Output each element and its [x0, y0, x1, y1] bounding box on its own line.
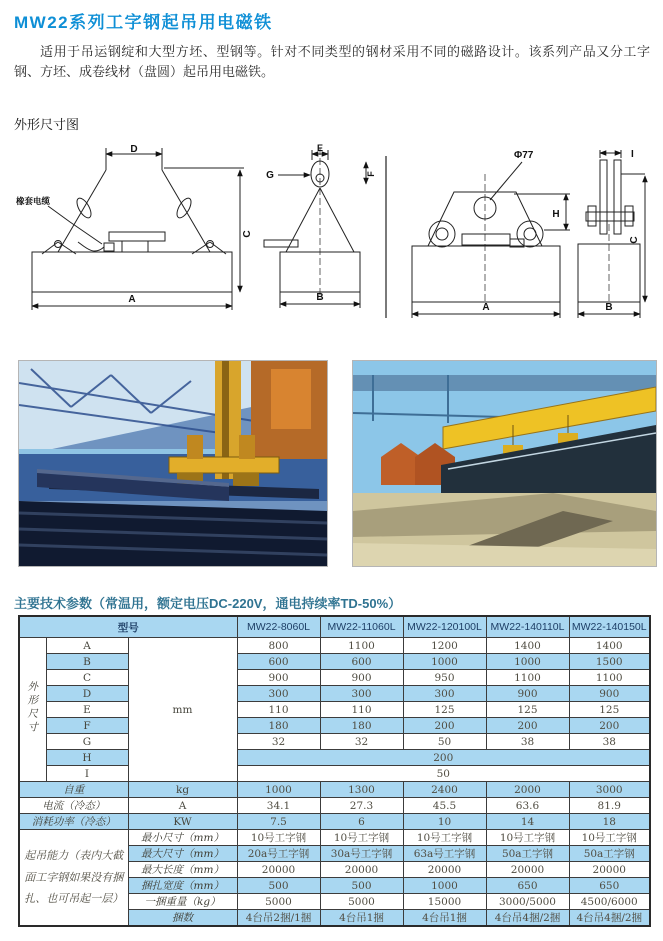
capacity-group-cell: 起吊能力（表内大截面工字钢如果没有捆扎、也可吊起一层） — [19, 830, 128, 927]
model-header: 型号 — [19, 616, 237, 638]
capacity-row-max-size: 最大尺寸（mm） 20a号工字钢 30a号工字钢 63a号工字钢 50a工字钢 50a工字钢 — [19, 846, 650, 862]
capacity-row-bundle-weight: 一捆重量（kg） 5000 5000 15000 3000/5000 4500/6000 — [19, 894, 650, 910]
photo-outdoor-yard — [352, 360, 657, 567]
dim-B2-label: B — [605, 302, 613, 313]
capacity-row-min-size: 起吊能力（表内大截面工字钢如果没有捆扎、也可吊起一层） 最小尺寸（mm） 10号工字钢 10号工字钢 10号工字钢 10号工字钢 10号工字钢 — [19, 830, 650, 846]
page-title: MW22系列工字钢起吊用电磁铁 — [14, 13, 273, 32]
hole-diameter-label: Φ77 — [514, 150, 534, 161]
weight-row: 自重 kg 1000 1300 2400 2000 3000 — [19, 782, 650, 798]
magnet — [233, 473, 259, 486]
dim-G-label: G — [266, 170, 274, 181]
dimension-drawings — [14, 144, 649, 341]
dim-A2-label: A — [482, 302, 490, 313]
dim-H-label: H — [552, 209, 560, 220]
dim-row-D: D 300 300 300 900 900 — [19, 686, 650, 702]
dim-row-B: B 600 600 1000 1000 1500 — [19, 654, 650, 670]
model-name: MW22-11060L — [320, 616, 403, 638]
dims-unit-cell: mm — [128, 638, 237, 782]
dim-D-label: D — [130, 144, 138, 155]
header-row — [19, 616, 650, 638]
photo-indoor-crane — [18, 360, 328, 567]
model-name: MW22-140110L — [486, 616, 569, 638]
capacity-row-bundle-width: 捆扎宽度（mm） 500 500 1000 650 650 — [19, 878, 650, 894]
capacity-row-bundle-count: 捆数 4台吊2捆/1捆 4台吊1捆 4台吊1捆 4台吊4捆/2捆 4台吊4捆/2捆 — [19, 910, 650, 927]
dim-row-E: E 110 110 125 125 125 — [19, 702, 650, 718]
model-name: MW22-140150L — [569, 616, 650, 638]
dim-row-H: H 200 — [19, 750, 650, 766]
drawing-front-view — [32, 148, 244, 310]
dim-I-label: I — [631, 149, 634, 160]
dim-C-label: C — [242, 230, 253, 238]
dim-C2-label: C — [629, 236, 640, 244]
dim-F-label: F — [366, 171, 376, 177]
spec-table — [18, 615, 651, 927]
merged-value: 200 — [237, 750, 650, 766]
capacity-row-max-length: 最大长度（mm） 20000 20000 20000 20000 20000 — [19, 862, 650, 878]
drawing-lug-frame-view — [412, 162, 570, 318]
dim-row-C: C 900 900 950 1100 1100 — [19, 670, 650, 686]
merged-value: 50 — [237, 766, 650, 782]
dim-row-I: I 50 — [19, 766, 650, 782]
model-name: MW22-8060L — [237, 616, 320, 638]
current-row: 电流（冷态） A 34.1 27.3 45.5 63.6 81.9 — [19, 798, 650, 814]
dims-group-cell: 外形尺寸 — [19, 638, 46, 782]
dim-row-G: G 32 32 50 38 38 — [19, 734, 650, 750]
dim-row-F: F 180 180 200 200 200 — [19, 718, 650, 734]
dim-B-label: B — [316, 292, 324, 303]
drawing-clevis-view — [578, 150, 645, 318]
power-row: 消耗功率（冷态） KW 7.5 6 10 14 18 — [19, 814, 650, 830]
dimension-diagram-label: 外形尺寸图 — [14, 117, 80, 132]
intro-paragraph: 适用于吊运钢绽和大型方坯、型钢等。针对不同类型的钢材采用不同的磁路设计。该系列产品又分工字钢、方坯、成卷线材（盘圆）起吊用电磁铁。 — [14, 44, 650, 79]
model-name: MW22-120100L — [403, 616, 486, 638]
spec-section-title: 主要技术参数（常温用，额定电压DC-220V，通电持续率TD-50%） — [14, 596, 402, 611]
spreader-beam — [169, 457, 279, 473]
cable — [78, 242, 104, 251]
dim-A-label: A — [128, 294, 136, 305]
drawing-side-view — [264, 148, 366, 308]
dim-E-label: E — [316, 144, 324, 153]
dim-row-A: 外形尺寸 A mm 800 1100 1200 1400 1400 — [19, 638, 650, 654]
cable-label: 橡套电缆 — [16, 196, 51, 206]
